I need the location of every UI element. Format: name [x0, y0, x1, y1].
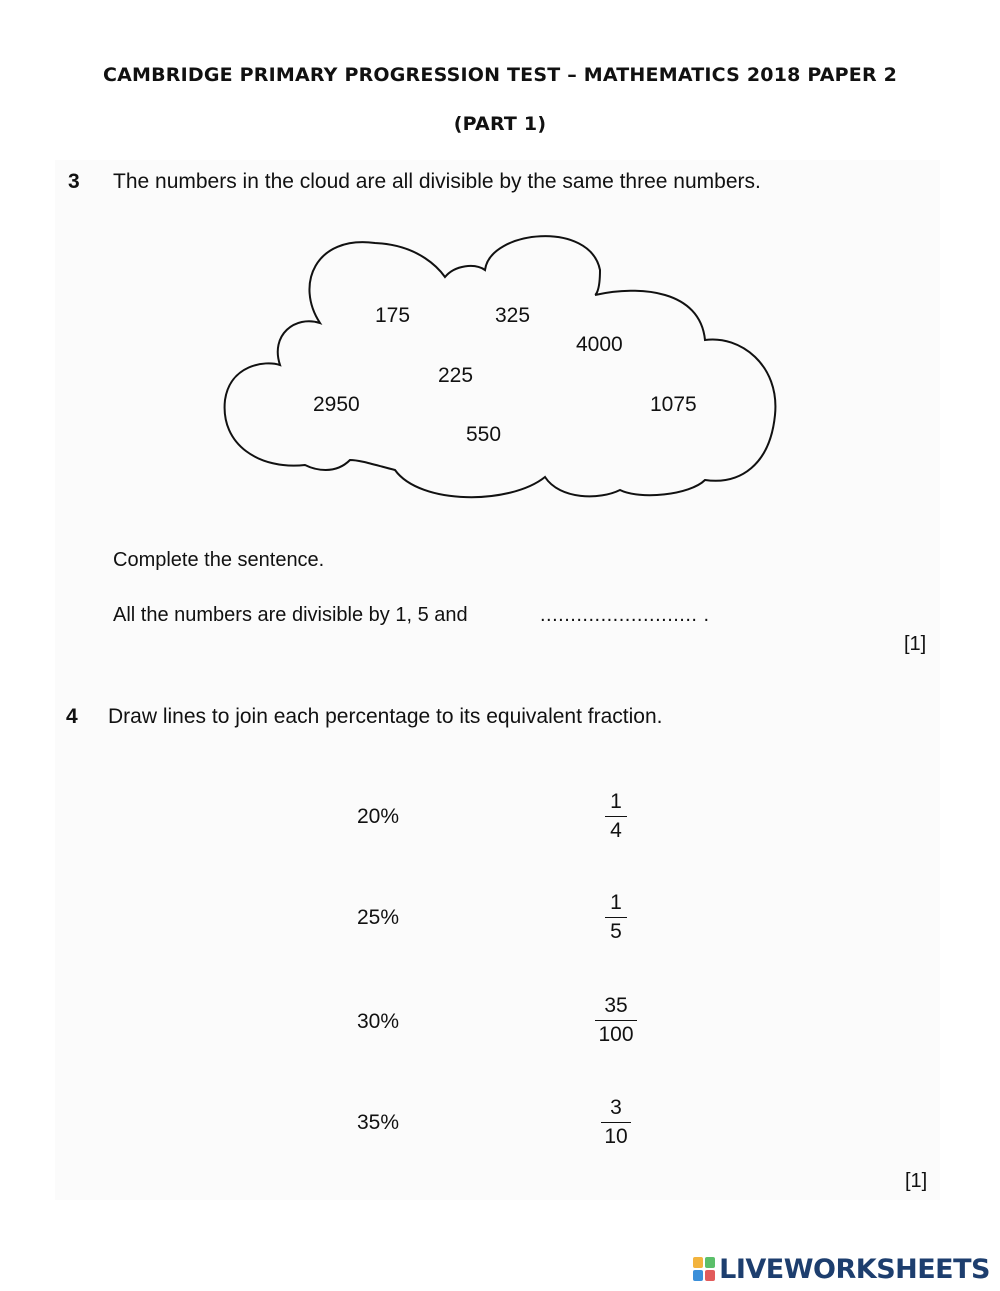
question-3-sentence: All the numbers are divisible by 1, 5 and [113, 604, 468, 626]
cloud-number: 225 [438, 364, 474, 387]
fraction-item[interactable] [586, 1096, 646, 1149]
cloud-number: 175 [375, 304, 411, 327]
fraction-item[interactable] [586, 994, 646, 1047]
answer-input[interactable] [540, 600, 720, 627]
cloud-number: 550 [466, 423, 502, 446]
fraction-bar [595, 1020, 637, 1021]
percentage-item[interactable]: 30% [357, 1010, 400, 1033]
question-3-marks: [1] [904, 633, 927, 655]
fraction-bar [605, 816, 627, 817]
fraction-numerator: 1 [610, 790, 622, 813]
percentage-item[interactable]: 35% [357, 1111, 400, 1134]
fraction-numerator: 3 [610, 1096, 622, 1119]
question-4-number: 4 [66, 705, 78, 728]
fraction-denominator: 4 [610, 819, 622, 842]
worksheet-subtitle: (PART 1) [453, 113, 547, 135]
fraction-numerator: 35 [604, 994, 628, 1017]
percentage-item[interactable]: 20% [357, 805, 400, 828]
fraction-denominator: 10 [604, 1125, 628, 1148]
fraction-bar [601, 1122, 631, 1123]
cloud-number: 2950 [313, 393, 360, 416]
question-3-number: 3 [68, 170, 80, 193]
cloud-number: 325 [495, 304, 531, 327]
question-4-text: Draw lines to join each percentage to its equivalent fraction. [108, 705, 663, 728]
fraction-bar [605, 917, 627, 918]
question-4-marks: [1] [905, 1170, 928, 1192]
answer-dots: .......................... . [540, 604, 710, 626]
fraction-denominator: 5 [610, 920, 622, 943]
number-cloud [200, 215, 800, 515]
fraction-item[interactable] [586, 790, 646, 843]
worksheet-title: CAMBRIDGE PRIMARY PROGRESSION TEST – MATHEMATICS 2018 PAPER 2 [102, 64, 898, 86]
liveworksheets-wordmark: LIVEWORKSHEETS [719, 1253, 990, 1285]
percentage-item[interactable]: 25% [357, 906, 400, 929]
question-3-text: The numbers in the cloud are all divisible by the same three numbers. [113, 170, 761, 193]
fraction-denominator: 100 [598, 1023, 634, 1046]
cloud-number: 4000 [576, 333, 623, 356]
question-3-instruction: Complete the sentence. [113, 549, 325, 571]
cloud-number: 1075 [650, 393, 697, 416]
liveworksheets-logo [693, 1253, 990, 1285]
fraction-numerator: 1 [610, 891, 622, 914]
liveworksheets-logo-icon [693, 1257, 715, 1281]
fraction-item[interactable] [586, 891, 646, 944]
